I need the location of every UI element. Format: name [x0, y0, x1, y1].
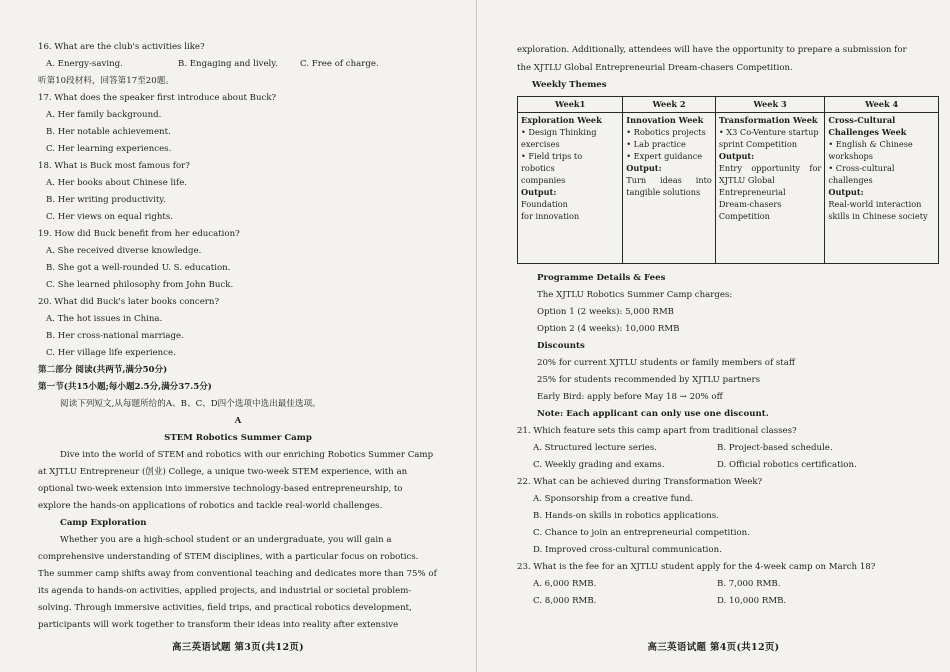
q16-question: 16. What are the club's activities like?: [38, 42, 205, 52]
q19-question: 19. How did Buck benefit from her education?: [38, 229, 240, 239]
table-cell: • Cross-cultural: [828, 163, 895, 173]
q22-option-c: C. Chance to join an entrepreneurial competition.: [533, 528, 750, 538]
table-cell: workshops: [828, 151, 873, 161]
table-cell: Innovation Week: [626, 115, 704, 125]
intro-line-3: optional two-week extension into immersive technology-based entrepreneurship, to: [38, 484, 403, 494]
table-cell: Transformation Week: [718, 115, 818, 125]
table-column-week3: [715, 113, 824, 264]
table-cell: tangible solutions: [626, 187, 701, 197]
q21-option-d: D. Official robotics certification.: [717, 460, 857, 470]
table-header-week4: Week 4: [825, 97, 939, 113]
section1-heading: 第一节(共15小题;每小题2.5分,满分37.5分): [38, 382, 212, 392]
q16-option-b: B. Engaging and lively.: [178, 59, 278, 69]
table-cell: Output:: [521, 187, 557, 197]
intro-line-2: at XJTLU Entrepreneur (创业) College, a unique two-week STEM experience, with an: [38, 467, 408, 477]
table-cell: • Expert guidance: [626, 151, 703, 161]
q23-question: 23. What is the fee for an XJTLU student apply for the 4-week camp on March 18?: [517, 562, 876, 572]
passage-label: A: [234, 416, 242, 426]
exploration-line-2: comprehensive understanding of STEM disciplines, with a particular focus on robotics.: [38, 552, 419, 562]
discount-2: 25% for students recommended by XJTLU partners: [537, 375, 760, 385]
table-cell: Challenges Week: [828, 127, 907, 137]
q19-option-a: A. She received diverse knowledge.: [46, 246, 202, 256]
table-column-week1: [518, 113, 623, 264]
table-cell: • X3 Co-Venture startup: [718, 127, 819, 137]
table-cell: Entrepreneurial: [718, 187, 786, 197]
table-cell: • English & Chinese: [828, 139, 913, 149]
table-cell: • Field trips to: [521, 151, 583, 161]
table-header-week3: Week 3: [715, 97, 824, 113]
left-page-footer: 高三英语试题 第3页(共12页): [172, 642, 304, 653]
reading-instruction: 阅读下列短文,从每题所给的A、B、C、D四个选项中选出最佳选项。: [60, 399, 321, 409]
q17-option-c: C. Her learning experiences.: [46, 144, 172, 154]
q23-option-d: D. 10,000 RMB.: [717, 596, 787, 606]
table-cell: sprint Competition: [718, 139, 798, 149]
continued-line-2: the XJTLU Global Entrepreneurial Dream-chasers Competition.: [517, 63, 793, 73]
table-cell: Exploration Week: [521, 115, 602, 125]
q23-option-a: A. 6,000 RMB.: [533, 579, 597, 589]
table-cell: Turn ideas into: [626, 175, 712, 185]
table-header-week1: Week1: [518, 97, 623, 113]
table-cell: Foundation: [521, 199, 568, 209]
table-cell: Output:: [626, 163, 662, 173]
table-cell: Entry opportunity for: [718, 163, 822, 173]
q23-option-c: C. 8,000 RMB.: [533, 596, 597, 606]
q18-option-c: C. Her views on equal rights.: [46, 212, 173, 222]
q20-option-b: B. Her cross-national marriage.: [46, 331, 184, 341]
discounts-heading: Discounts: [537, 341, 585, 351]
q20-option-a: A. The hot issues in China.: [46, 314, 163, 324]
discount-note: Note: Each applicant can only use one discount.: [537, 409, 769, 419]
fees-intro: The XJTLU Robotics Summer Camp charges:: [537, 290, 733, 300]
table-cell: • Robotics projects: [626, 127, 706, 137]
right-page-footer: 高三英语试题 第4页(共12页): [647, 642, 780, 653]
q17-question: 17. What does the speaker first introduce about Buck?: [38, 93, 277, 103]
q22-question: 22. What can be achieved during Transformation Week?: [517, 477, 763, 487]
weekly-themes-table: [517, 96, 939, 264]
table-cell: challenges: [828, 175, 873, 185]
weekly-themes-heading: Weekly Themes: [532, 80, 607, 90]
q16-option-a: A. Energy-saving.: [46, 59, 123, 69]
q18-option-b: B. Her writing productivity.: [46, 195, 166, 205]
q19-option-b: B. She got a well-rounded U. S. education.: [46, 263, 231, 273]
table-cell: companies: [521, 175, 566, 185]
table-cell: skills in Chinese society: [828, 211, 928, 221]
q18-question: 18. What is Buck most famous for?: [38, 161, 190, 171]
q21-option-b: B. Project-based schedule.: [717, 443, 833, 453]
q17-option-b: B. Her notable achievement.: [46, 127, 171, 137]
discount-3: Early Bird: apply before May 18 → 20% off: [537, 392, 723, 402]
exploration-line-4: its agenda to hands-on activities, applied projects, and industrial or societal problem-: [38, 586, 412, 596]
intro-line-4: explore the hands-on applications of robotics and tackle real-world challenges.: [38, 501, 383, 511]
exploration-line-5: solving. Through immersive activities, field trips, and practical robotics development,: [38, 603, 412, 613]
fee-option-1: Option 1 (2 weeks): 5,000 RMB: [537, 307, 674, 317]
q23-option-b: B. 7,000 RMB.: [717, 579, 781, 589]
q20-question: 20. What did Buck's later books concern?: [38, 297, 220, 307]
q21-option-c: C. Weekly grading and exams.: [533, 460, 665, 470]
table-cell: Real-world interaction: [828, 199, 922, 209]
q21-option-a: A. Structured lecture series.: [533, 443, 658, 453]
q22-option-b: B. Hands-on skills in robotics applications.: [533, 511, 719, 521]
passage-title: STEM Robotics Summer Camp: [164, 433, 312, 443]
programme-heading: Programme Details & Fees: [537, 273, 666, 283]
table-cell: • Design Thinking: [521, 127, 597, 137]
part2-heading: 第二部分 阅读(共两节,满分50分): [38, 365, 168, 375]
table-cell: Output:: [718, 151, 755, 161]
exploration-line-1: Whether you are a high-school student or an undergraduate, you will gain a: [60, 535, 392, 545]
q22-option-d: D. Improved cross-cultural communication.: [533, 545, 722, 555]
table-cell: robotics: [521, 163, 555, 173]
discount-1: 20% for current XJTLU students or family members of staff: [537, 358, 795, 368]
table-cell: Cross-Cultural: [828, 115, 896, 125]
table-cell: exercises: [521, 139, 560, 149]
right-page: [477, 0, 950, 672]
fee-option-2: Option 2 (4 weeks): 10,000 RMB: [537, 324, 680, 334]
exploration-line-6: participants will work together to transform their ideas into reality after extensive: [38, 620, 399, 630]
intro-line-1: Dive into the world of STEM and robotics with our enriching Robotics Summer Camp: [60, 450, 434, 460]
table-column-week2: [623, 113, 716, 264]
table-cell: Dream-chasers: [718, 199, 782, 209]
camp-exploration-heading: Camp Exploration: [60, 518, 147, 528]
q22-option-a: A. Sponsorship from a creative fund.: [533, 494, 694, 504]
q17-option-a: A. Her family background.: [46, 110, 162, 120]
table-cell: XJTLU Global: [718, 175, 775, 185]
table-column-week4: [825, 113, 939, 264]
table-cell: • Lab practice: [626, 139, 686, 149]
q21-question: 21. Which feature sets this camp apart from traditional classes?: [517, 426, 797, 436]
continued-line-1: exploration. Additionally, attendees will have the opportunity to prepare a submission for: [517, 45, 907, 55]
q19-option-c: C. She learned philosophy from John Buck.: [46, 280, 234, 290]
exploration-line-3: The summer camp shifts away from conventional teaching and dedicates more than 75% of: [38, 569, 437, 579]
listening-instruction: 听第10段材料，回答第17至20题。: [38, 76, 174, 86]
q20-option-c: C. Her village life experience.: [46, 348, 176, 358]
table-cell: Competition: [718, 211, 770, 221]
q16-option-c: C. Free of charge.: [300, 59, 379, 69]
table-header-week2: Week 2: [623, 97, 716, 113]
table-cell: for innovation: [521, 211, 580, 221]
table-cell: Output:: [828, 187, 864, 197]
q18-option-a: A. Her books about Chinese life.: [46, 178, 188, 188]
